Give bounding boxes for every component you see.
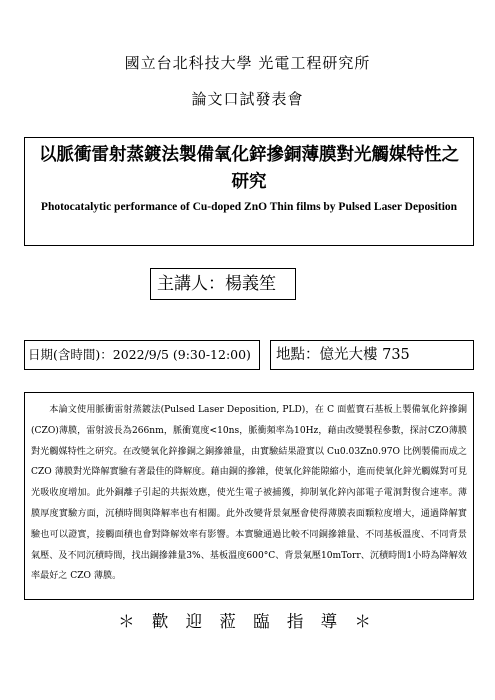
speaker-box: 主講人：楊義笙: [150, 268, 296, 300]
thesis-title-box: [24, 137, 474, 246]
thesis-title-chinese: 以脈衝雷射蒸鍍法製備氧化鋅摻銅薄膜對光觸媒特性之研究: [39, 145, 459, 192]
welcome-message: ＊ 歡 迎 蒞 臨 指 導 ＊: [118, 612, 377, 631]
datetime-box: 日期(含時間)：2022/9/5 (9:30-12:00): [24, 340, 260, 370]
institution-name: 國立台北科技大學 光電工程研究所: [124, 54, 371, 72]
event-subtitle: 論文口試發表會: [191, 90, 304, 108]
location-box: 地點：億光大樓 735: [270, 340, 474, 370]
abstract-text: 本論文使用脈衝雷射蒸鍍法(Pulsed Laser Deposition, PLD)，在 C 面藍寶石基板上製備氧化鋅摻銅(CZO)薄膜，雷射波長為266nm，脈衝寬度<10ns，脈衝頻率為10Hz，藉由改變製程參數，探討CZO薄膜對光觸媒特性之研究。在改變氧化鋅摻銅之銅摻雜量，由實驗結果證實以 Cu0.03Zn0.97O 比例製備而成之CZO 薄膜對光降解實驗有著最佳的降解度。藉由銅的摻雜，使氧化鋅能隙縮小，進而使氧化鋅光觸媒對可見光吸收度增加。此外銅離子引起的共振效應，使光生電子被捕獲，抑制氧化鋅內部電子電洞對復合速率。薄膜厚度實驗方面，沉積時間與降解率也有相關。此外改變背景氣壓會使得薄膜表面顆粒度增大，通過降解實驗也可以證實，接觸面積也會對降解效率有影響。本實驗通過比較不同銅摻雜量、不同基板溫度、不同背景氣壓、及不同沉積時間，找出銅摻雜量3%、基板溫度600°C、背景氣壓10mTorr、沉積時間1小時為降解效率最好之 CZO 薄膜。: [31, 405, 467, 582]
thesis-title-english: Photocatalytic performance of Cu-doped ZnO Thin films by Pulsed Laser Deposition: [40, 201, 458, 213]
abstract-box: [24, 392, 474, 600]
